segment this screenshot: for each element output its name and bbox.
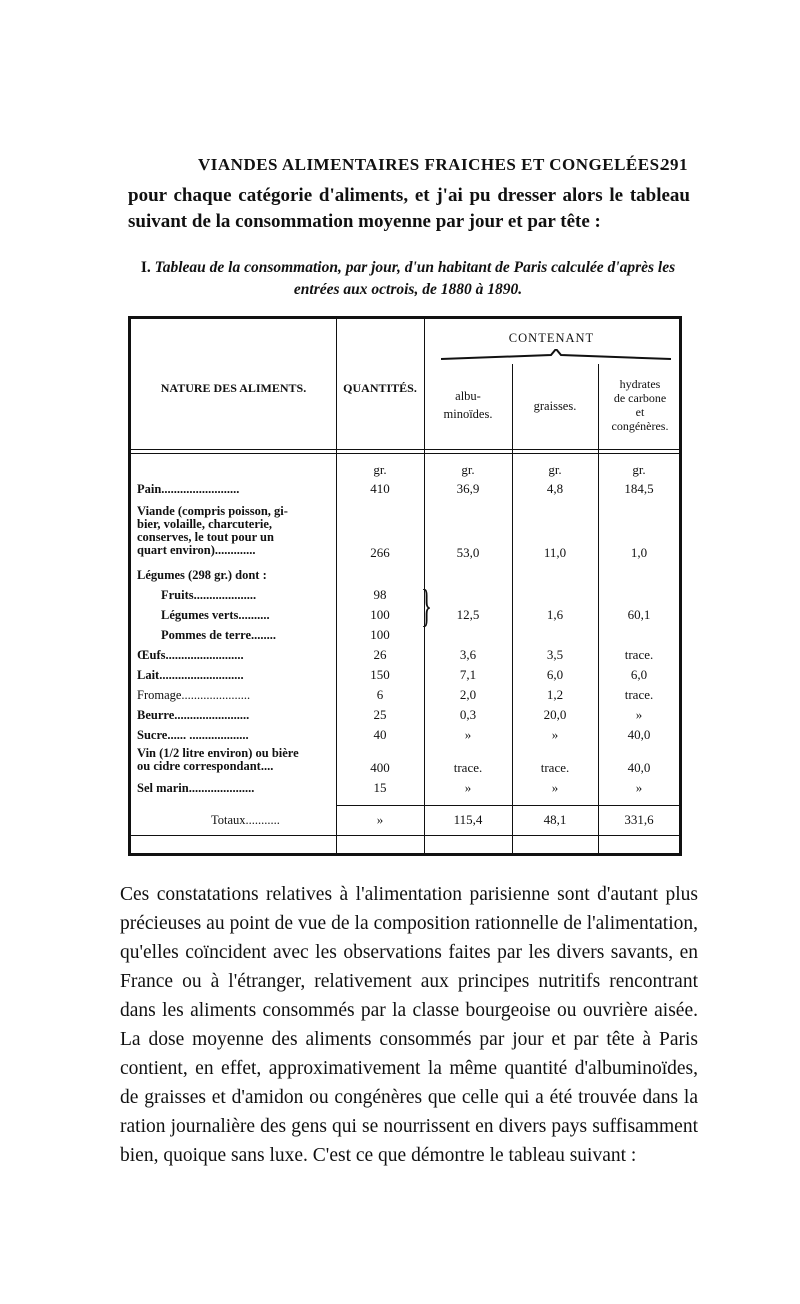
row-food-name: Œufs......................... (137, 648, 244, 662)
row-qty: 40 (373, 727, 387, 742)
row-alb: 2,0 (459, 687, 477, 702)
totals-alb: 115,4 (453, 812, 483, 827)
running-header (198, 155, 688, 175)
row-food-name: Viande (compris poisson, gi- bier, volaille, charcuterie, conserves, le tout pour un quart environ)............. (137, 504, 288, 557)
unit-alb: gr. (461, 462, 475, 477)
row-qty: 26 (373, 647, 387, 662)
col-graisses: graisses. (533, 399, 577, 413)
row-food-name: Sucre...... ................... (137, 728, 249, 742)
caption-number: I. (140, 259, 151, 276)
totals-qty: » (376, 812, 384, 827)
row-alb: 36,9 (456, 481, 480, 496)
row-qty: 400 (370, 760, 390, 775)
row-alb: 12,5 (456, 607, 480, 622)
row-fat: 1,6 (546, 607, 564, 622)
row-qty: 15 (373, 780, 387, 795)
col-albuminoides: albu- minoïdes. (443, 389, 493, 421)
group-brace (441, 349, 671, 363)
row-carb: trace. (624, 687, 654, 702)
row-food-name: Lait........................... (137, 668, 244, 682)
unit-qty: gr. (373, 462, 387, 477)
row-alb: 3,6 (459, 647, 477, 662)
row-qty: 266 (370, 545, 390, 560)
table-caption (130, 257, 686, 301)
row-alb: 53,0 (456, 545, 480, 560)
row-food-name: Légumes (298 gr.) dont : (137, 568, 267, 582)
intro-paragraph: pour chaque catégorie d'aliments, et j'ai pu dresser alors le tableau suivant de la consommation moyenne par jour et par tête : (128, 185, 690, 232)
row-fat: 6,0 (546, 667, 564, 682)
totals-label: Totaux........... (211, 813, 280, 827)
row-qty: 410 (370, 481, 390, 496)
row-carb: 60,1 (627, 607, 651, 622)
totals-carb: 331,6 (624, 812, 654, 827)
row-fat: 11,0 (543, 545, 567, 560)
row-food-name: Fruits.................... (161, 588, 257, 602)
body-paragraph: Ces constatations relatives à l'alimentation parisienne sont d'autant plus précieuses au point de vue de la composition rationnelle de l'alimentation, qu'elles coïncident avec les observations faites par les divers savants, en France ou à l'étranger, relativement aux principes nutritifs rencontrant dans les aliments consommés par la classe bourgeoise ou ouvrière aisée. La dose moyenne des aliments consommés par jour et par tête à Paris contient, en effet, approximativement la même quantité d'albuminoïdes, de graisses et d'amidon ou congénères que celle qui a été trouvée dans la ration journalière des gens qui se nourrissent en divers pays suffisamment bien, quoique sans luxe. C'est ce que démontre le tableau suivant : (120, 884, 698, 1166)
col-nature: NATURE DES ALIMENTS. (160, 381, 307, 395)
vegetable-brace: } (421, 580, 433, 631)
row-fat: 20,0 (543, 707, 567, 722)
row-alb: 0,3 (459, 707, 477, 722)
row-alb: 7,1 (459, 667, 477, 682)
row-food-name: Pommes de terre........ (161, 628, 277, 642)
row-qty: 100 (370, 607, 390, 622)
row-carb: » (635, 707, 643, 722)
row-qty: 98 (373, 587, 387, 602)
row-carb: 40,0 (627, 760, 651, 775)
row-food-name: Fromage...................... (137, 688, 251, 702)
row-fat: 1,2 (546, 687, 564, 702)
row-food-name: Pain......................... (137, 482, 240, 496)
col-quantities: QUANTITÉS. (343, 381, 417, 395)
row-carb: 184,5 (624, 481, 654, 496)
row-food-name: Sel marin..................... (137, 781, 255, 795)
row-qty: 100 (370, 627, 390, 642)
row-qty: 150 (370, 667, 390, 682)
caption-text: Tableau de la consommation, par jour, d'un habitant de Paris calculée d'après les entrées aux octrois, de 1880 à 1890. (154, 259, 676, 298)
row-alb: » (464, 727, 472, 742)
unit-fat: gr. (548, 462, 562, 477)
row-fat: » (551, 780, 559, 795)
row-food-name: Légumes verts.......... (161, 608, 270, 622)
row-carb: trace. (624, 647, 654, 662)
totals-fat: 48,1 (543, 812, 567, 827)
col-group-contenant: CONTENANT (508, 331, 595, 345)
row-alb: trace. (453, 760, 483, 775)
row-alb: » (464, 780, 472, 795)
row-carb: » (635, 780, 643, 795)
page-number: 291 (661, 155, 688, 174)
row-carb: 40,0 (627, 727, 651, 742)
row-qty: 6 (376, 687, 384, 702)
row-qty: 25 (373, 707, 387, 722)
consumption-table (128, 316, 682, 856)
header-title: VIANDES ALIMENTAIRES FRAICHES ET CONGELÉES. (198, 155, 665, 174)
row-food-name: Beurre........................ (137, 708, 250, 722)
row-fat: 3,5 (546, 647, 564, 662)
row-fat: » (551, 727, 559, 742)
row-fat: 4,8 (546, 481, 564, 496)
row-food-name: Vin (1/2 litre environ) ou bière ou cidre correspondant.... (137, 746, 299, 773)
col-hydrates: hydrates de carbone et congénères. (611, 377, 669, 433)
row-carb: 6,0 (630, 667, 648, 682)
row-carb: 1,0 (630, 545, 648, 560)
unit-carb: gr. (632, 462, 646, 477)
row-fat: trace. (540, 760, 570, 775)
